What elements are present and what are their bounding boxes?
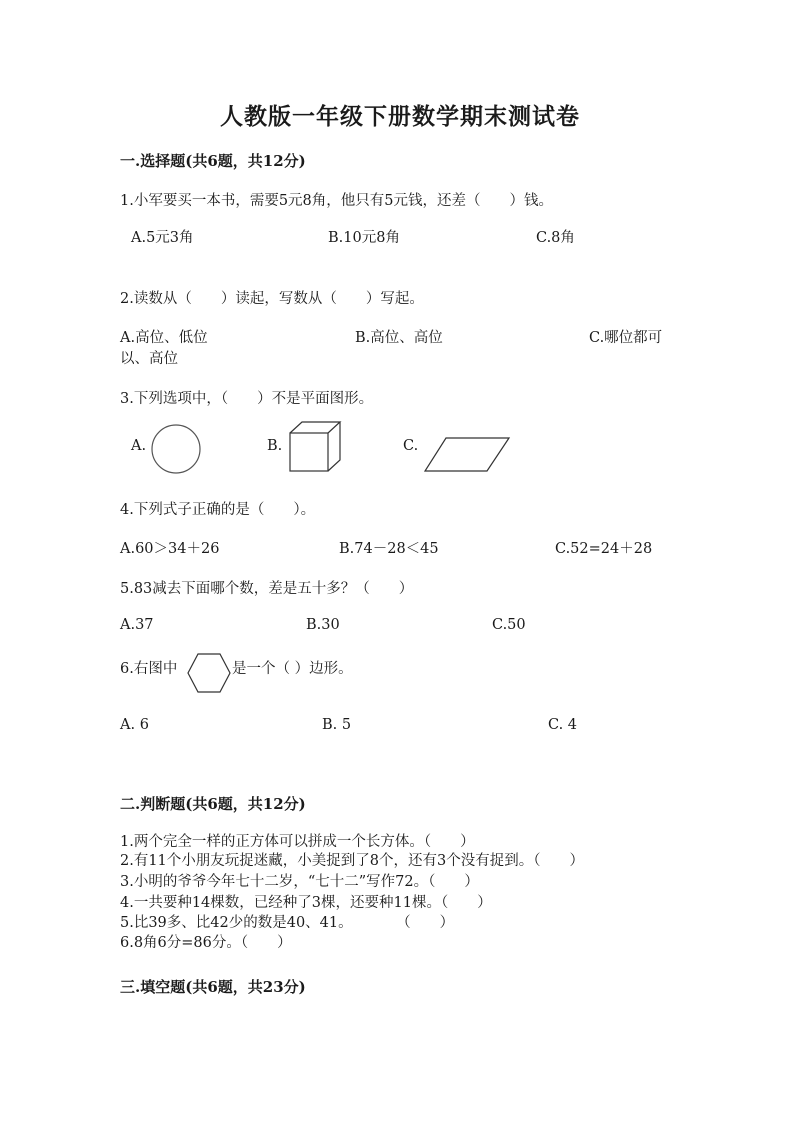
parallelogram-icon <box>424 437 510 473</box>
q1-option-c[interactable]: C.8角 <box>536 230 575 246</box>
judgment-item-5: 5.比39多、比42少的数是40、41。 （ ） <box>120 915 455 931</box>
question-6-text-before: 6.右图中 <box>120 661 178 677</box>
q2-option-c[interactable]: C.哪位都可 <box>589 330 663 346</box>
q6-option-c[interactable]: C. 4 <box>548 717 578 733</box>
q4-option-c[interactable]: C.52=24＋28 <box>555 541 653 557</box>
q1-option-a[interactable]: A.5元3角 <box>131 230 194 246</box>
question-2-text: 2.读数从（ ）读起，写数从（ ）写起。 <box>120 291 424 307</box>
judgment-item-1: 1.两个完全一样的正方体可以拼成一个长方体。（ ） <box>120 834 475 850</box>
q4-option-b[interactable]: B.74－28＜45 <box>339 541 439 557</box>
q3-option-b[interactable]: B. <box>267 438 283 454</box>
cube-icon <box>289 421 343 475</box>
section-heading-choice: 一.选择题(共6题，共12分) <box>120 152 306 170</box>
section-heading-judgment: 二.判断题(共6题，共12分) <box>120 795 306 813</box>
judgment-item-4: 4.一共要种14棵数，已经种了3棵，还要种11棵。（ ） <box>120 895 492 911</box>
q4-option-a[interactable]: A.60＞34＋26 <box>120 541 220 557</box>
section-heading-fill-blank: 三.填空题(共6题，共23分) <box>120 978 306 996</box>
question-5-text: 5.83减去下面哪个数，差是五十多？（ ） <box>120 581 414 597</box>
q5-option-a[interactable]: A.37 <box>120 617 154 633</box>
q6-option-a[interactable]: A. 6 <box>120 717 149 733</box>
question-6-text-after: 是一个（ ）边形。 <box>232 661 353 677</box>
q5-option-b[interactable]: B.30 <box>306 617 340 633</box>
hexagon-icon <box>187 653 231 693</box>
q5-option-c[interactable]: C.50 <box>492 617 526 633</box>
circle-icon <box>150 425 202 475</box>
page-title: 人教版一年级下册数学期末测试卷 <box>220 103 580 130</box>
q2-option-a[interactable]: A.高位、低位 <box>120 330 208 346</box>
q1-option-b[interactable]: B.10元8角 <box>328 230 400 246</box>
judgment-item-2: 2.有11个小朋友玩捉迷藏，小美捉到了8个，还有3个没有捉到。（ ） <box>120 853 584 869</box>
judgment-item-6: 6.8角6分=86分。（ ） <box>120 935 292 951</box>
q2-option-b[interactable]: B.高位、高位 <box>355 330 443 346</box>
question-1-text: 1.小军要买一本书，需要5元8角，他只有5元钱，还差（ ）钱。 <box>120 193 554 209</box>
question-3-text: 3.下列选项中，（ ）不是平面图形。 <box>120 391 374 407</box>
question-4-text: 4.下列式子正确的是（ ）。 <box>120 502 316 518</box>
q2-option-c-wrap: 以、高位 <box>120 351 178 367</box>
judgment-item-3: 3.小明的爷爷今年七十二岁，“七十二”写作72。（ ） <box>120 874 479 890</box>
q3-option-a[interactable]: A. <box>131 438 147 454</box>
q3-option-c[interactable]: C. <box>403 438 419 454</box>
q6-option-b[interactable]: B. 5 <box>322 717 352 733</box>
